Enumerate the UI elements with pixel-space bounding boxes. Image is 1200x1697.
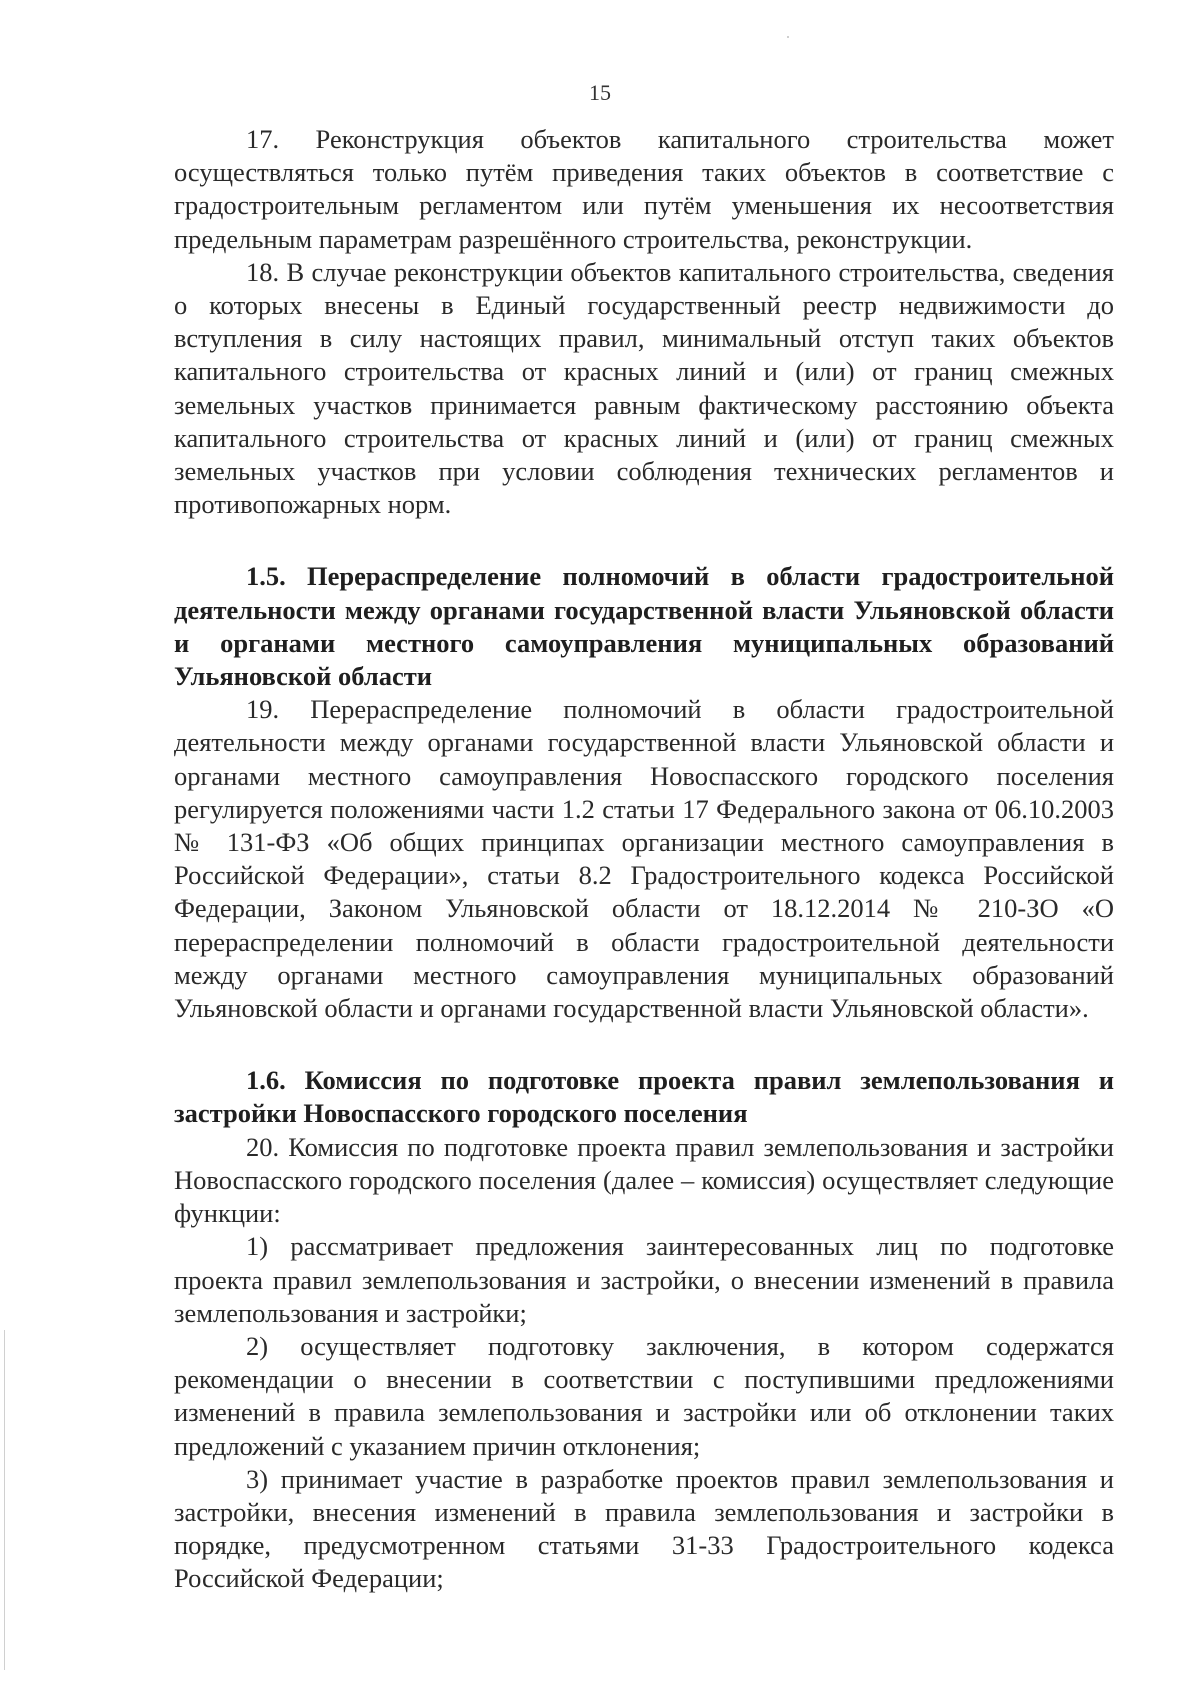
section-gap: [174, 521, 1114, 560]
list-item-2: 2) осуществляет подготовку заключения, в котором содержатся рекомендации о внесении в соответствии с поступившими предложениями изменений в правила землепользования и застройки или об отклонении таких предложений с указанием причин отклонения;: [174, 1330, 1114, 1461]
section-heading-1-6: 1.6. Комиссия по подготовке проекта правил землепользования и застройки Новоспасского городского поселения: [174, 1065, 1114, 1129]
list-item-1: 1) рассматривает предложения заинтересованных лиц по подготовке проекта правил землепользования и застройки, о внесении изменений в правила землепользования и застройки;: [174, 1231, 1114, 1328]
paragraph-18: 18. В случае реконструкции объектов капитального строительства, сведения о которых внесены в Единый государственный реестр недвижимости до вступления в силу настоящих правил, минимальный отступ таких объектов капитального строительства от красных линий и (или) от границ смежных земельных участков принимается равным фактическому расстоянию объекта капитального строительства от красных линий и (или) от границ смежных земельных участков при условии соблюдения технических регламентов и противопожарных норм.: [174, 256, 1114, 520]
section-heading-1-5: 1.5. Перераспределение полномочий в области градостроительной деятельности между органами государственной власти Ульяновской области и органами местного самоуправления муниципальных образований Ульяновской области: [174, 561, 1114, 692]
paragraph-17: 17. Реконструкция объектов капитального строительства может осуществляться только путём приведения таких объектов в соответствие с градостроительным регламентом или путём уменьшения их несоответствия предельным параметрам разрешённого строительства, реконструкции.: [174, 124, 1114, 254]
list-item-3: 3) принимает участие в разработке проектов правил землепользования и застройки, внесения изменений в правила землепользования и застройки в порядке, предусмотренном статьями 31-33 Градостроительного кодекса Российской Федерации;: [174, 1463, 1114, 1594]
document-body: [174, 123, 1114, 1596]
paragraph-19: 19. Перераспределение полномочий в области градостроительной деятельности между органами государственной власти Ульяновской области и органами местного самоуправления Новоспасского городского поселения регулируется положениями части 1.2 статьи 17 Федерального закона от 06.10.2003 № 131-ФЗ «Об общих принципах организации местного самоуправления в Российской Федерации», статьи 8.2 Градостроительного кодекса Российской Федерации, Законом Ульяновской области от 18.12.2014 № 210-ЗО «О перераспределении полномочий в области градостроительной деятельности между органами местного самоуправления муниципальных образований Ульяновской области и органами государственной власти Ульяновской области».: [174, 694, 1114, 1024]
section-gap: [174, 1025, 1114, 1064]
page-number: 15: [589, 80, 611, 105]
paragraph-20: 20. Комиссия по подготовке проекта правил землепользования и застройки Новоспасского городского поселения (далее – комиссия) осуществляет следующие функции:: [174, 1131, 1114, 1229]
scan-speck: [787, 36, 789, 38]
scan-edge-line: [4, 1330, 5, 1670]
